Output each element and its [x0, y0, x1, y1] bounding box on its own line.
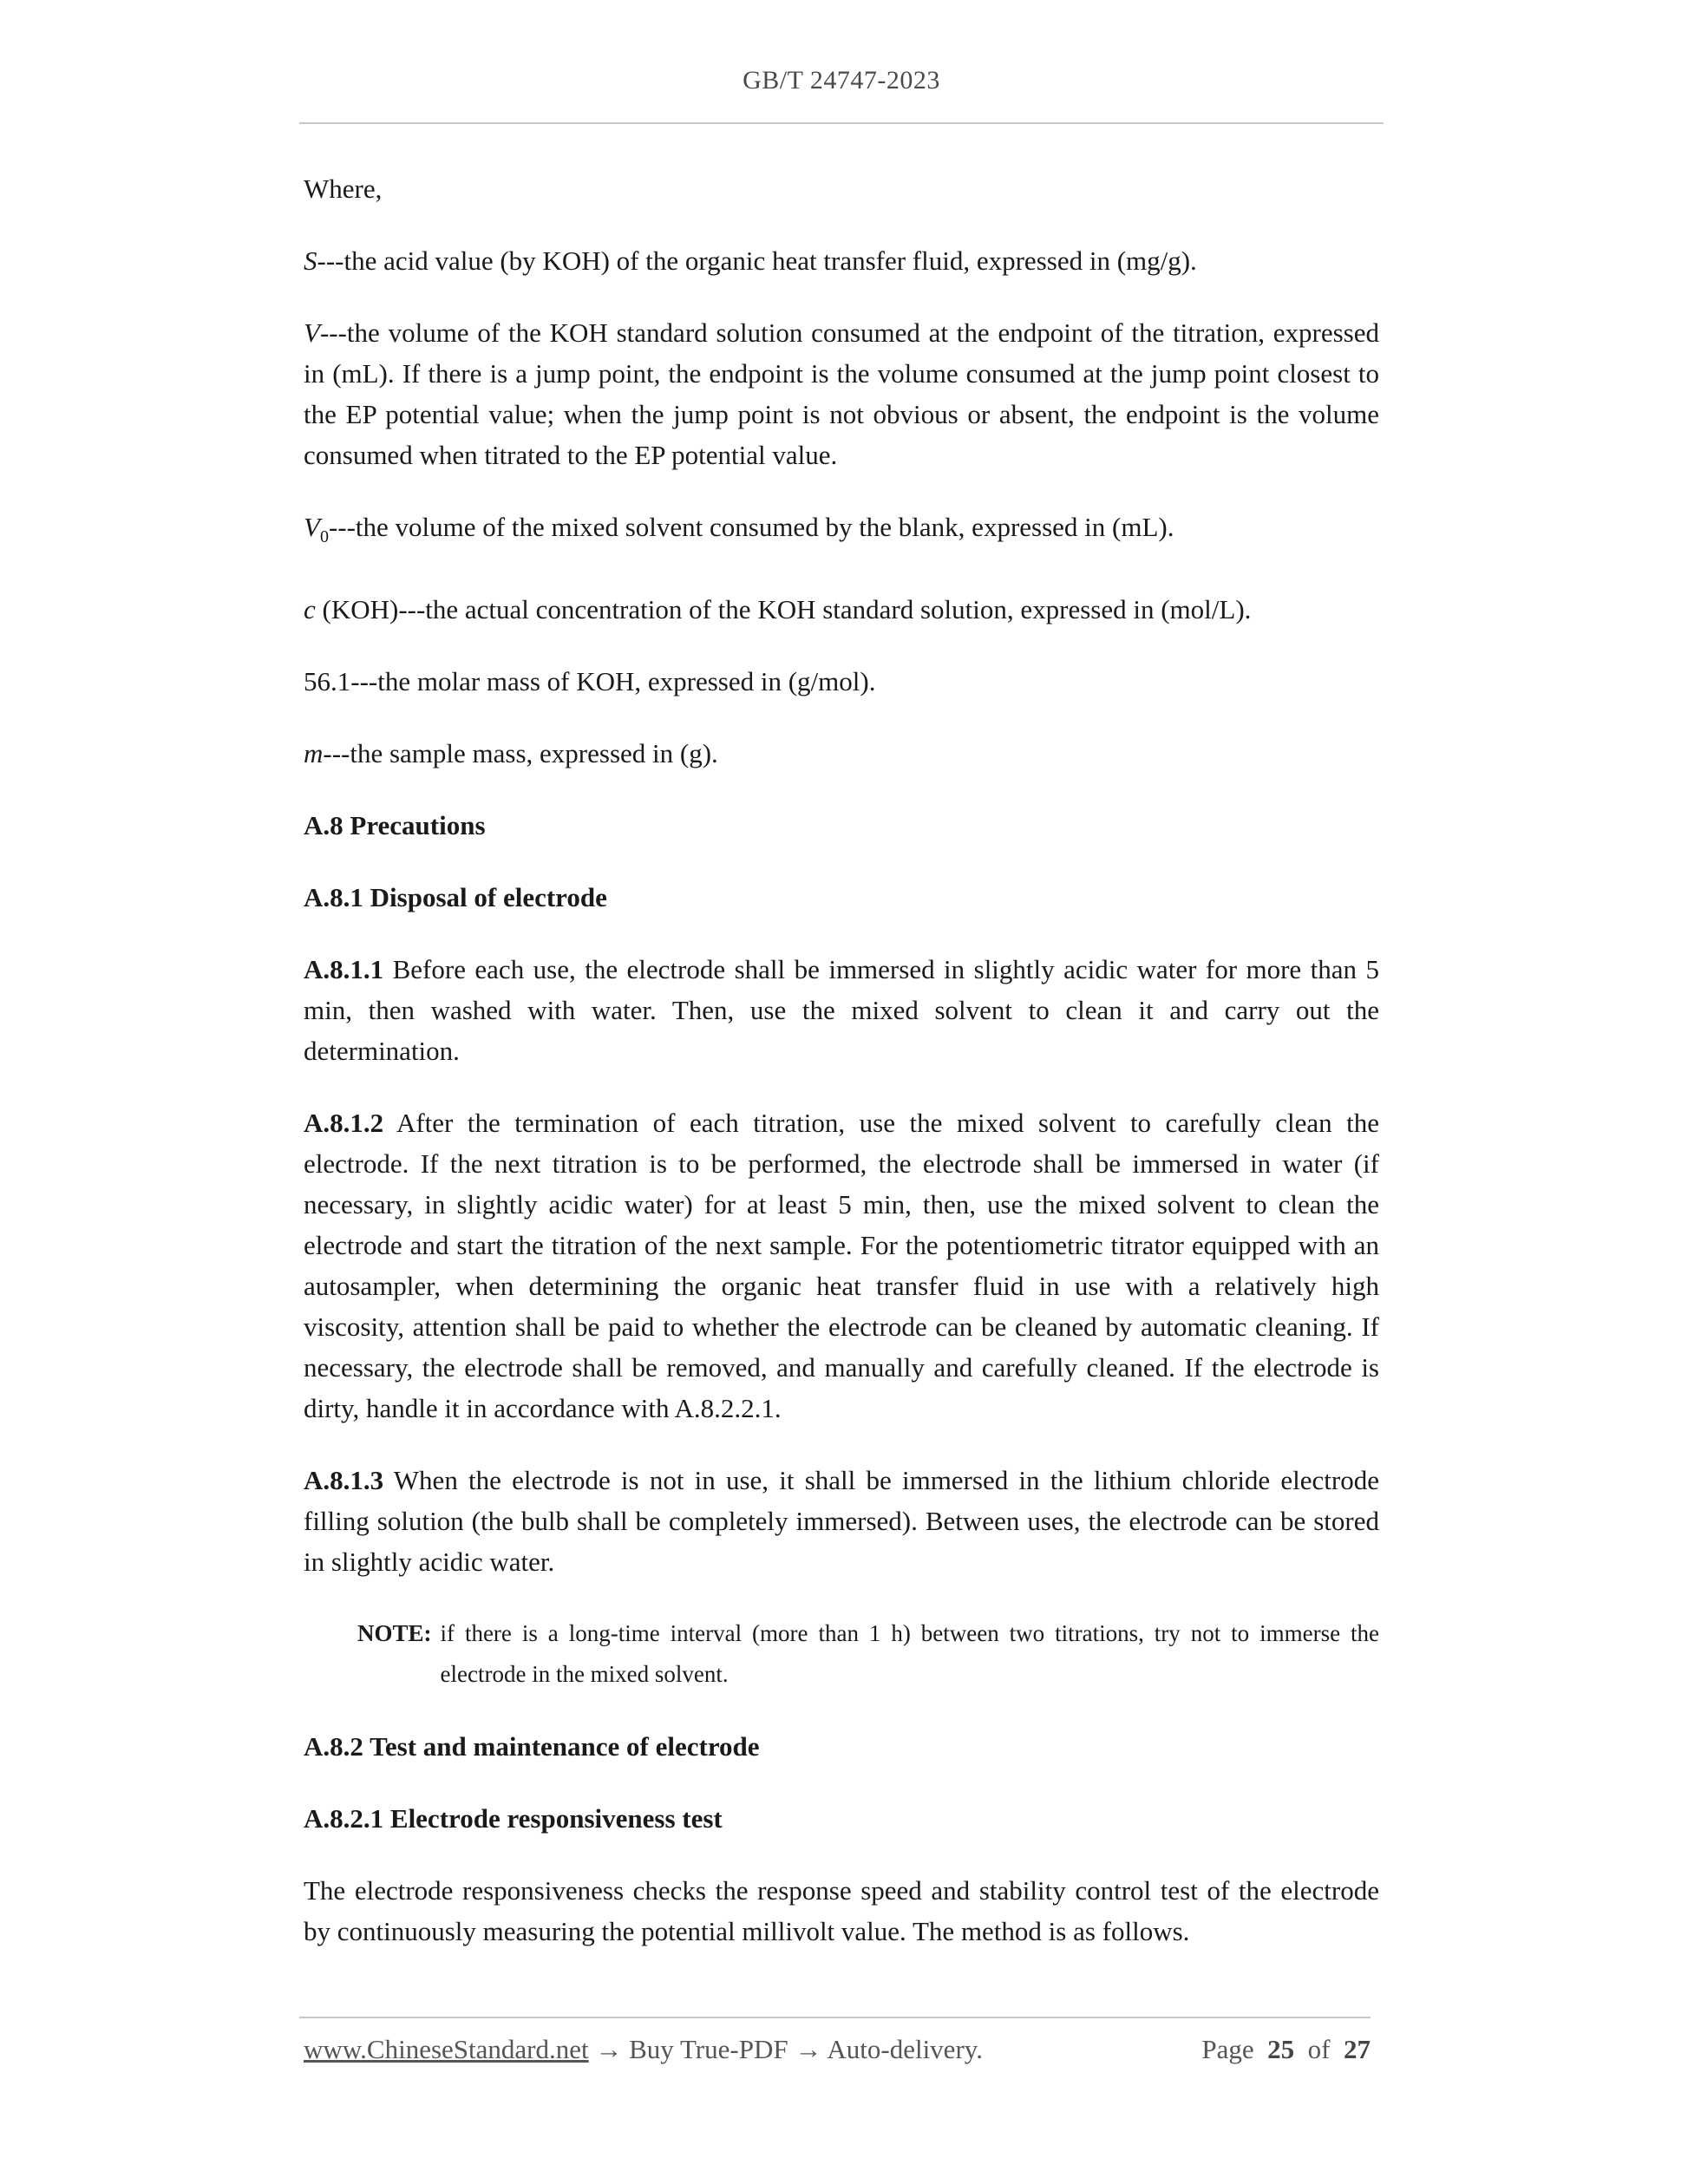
- symbol-m: m: [304, 738, 324, 769]
- page-indicator: [1201, 2034, 1371, 2065]
- definition-v0: [304, 507, 1379, 558]
- clause-a813: [304, 1460, 1379, 1582]
- of-label: of: [1307, 2034, 1331, 2064]
- website-link[interactable]: www.ChineseStandard.net: [304, 2034, 589, 2064]
- clause-a813-text: When the electrode is not in use, it shall be immersed in the lithium chloride electrode filling solution (the bulb shall be completely immersed). Between uses, the electrode can be stored in slightly acidic water.: [304, 1465, 1379, 1578]
- heading-a821: A.8.2.1 Electrode responsiveness test: [304, 1803, 723, 1834]
- symbol-v: V: [304, 317, 320, 348]
- total-pages: 27: [1344, 2034, 1371, 2064]
- clause-a812: [304, 1102, 1379, 1429]
- definition-c: [304, 589, 1379, 630]
- clause-a811-text: Before each use, the electrode shall be immersed in slightly acidic water for more than 5 min, then washed with water. Then, use the mixed solvent to clean it and carry out the determination.: [304, 954, 1379, 1067]
- clause-a812-number: A.8.1.2: [304, 1108, 384, 1139]
- note-text: if there is a long-time interval (more than 1 h) between two titrations, try not to immerse the electrode in the mixed solvent.: [440, 1620, 1379, 1688]
- clause-a821-text: The electrode responsiveness checks the response speed and stability control test of the electrode by continuously measuring the potential millivolt value. The method is as follows.: [304, 1875, 1379, 1947]
- heading-a81: A.8.1 Disposal of electrode: [304, 882, 607, 913]
- footer-tagline: → Buy True-PDF → Auto-delivery.: [588, 2034, 983, 2064]
- definition-molar-mass: 56.1---the molar mass of KOH, expressed in (g/mol).: [304, 666, 876, 697]
- symbol-v0: V: [304, 512, 320, 542]
- definition-s-text: ---the acid value (by KOH) of the organic heat transfer fluid, expressed in (mg/g).: [317, 245, 1197, 276]
- heading-a8: A.8 Precautions: [304, 810, 486, 841]
- definition-c-text: (KOH)---the actual concentration of the KOH standard solution, expressed in (mol/L).: [315, 594, 1252, 625]
- page-label: Page: [1201, 2034, 1254, 2064]
- header-divider: [299, 122, 1384, 124]
- definition-m-text: ---the sample mass, expressed in (g).: [323, 738, 718, 769]
- symbol-v0-subscript: 0: [319, 527, 329, 547]
- note: [357, 1613, 1379, 1695]
- clause-a812-text: After the termination of each titration, use the mixed solvent to carefully clean the electrode. If the next titration is to be performed, the electrode shall be immersed in water (if necessary, in slightly acidic water) for at least 5 min, then, use the mixed solvent to clean the electrode and start the titration of the next sample. For the potentiometric titrator equipped with an autosampler, when determining the organic heat transfer fluid in use with a relatively high viscosity, attention shall be paid to whether the electrode can be cleaned by automatic cleaning. If necessary, the electrode shall be removed, and manually and carefully cleaned. If the electrode is dirty, handle it in accordance with A.8.2.2.1.: [304, 1108, 1379, 1424]
- symbol-c: c: [304, 594, 316, 625]
- definition-m: [304, 733, 1379, 774]
- document-body: [304, 168, 1379, 1983]
- heading-a82: A.8.2 Test and maintenance of electrode: [304, 1731, 760, 1762]
- page-footer: [304, 2034, 1371, 2065]
- page-number: 25: [1267, 2034, 1295, 2064]
- clause-a811: [304, 949, 1379, 1071]
- page-header: GB/T 24747-2023: [743, 66, 940, 95]
- clause-a811-number: A.8.1.1: [304, 954, 384, 985]
- symbol-s: S: [304, 245, 317, 276]
- definition-v: [304, 312, 1379, 475]
- footer-promo: [304, 2034, 983, 2065]
- where-label: Where,: [304, 173, 383, 204]
- definition-s: [304, 240, 1379, 281]
- clause-a813-number: A.8.1.3: [304, 1465, 384, 1496]
- note-label: NOTE:: [357, 1620, 432, 1647]
- definition-v-text: ---the volume of the KOH standard solution consumed at the endpoint of the titration, expressed in (mL). If there is a jump point, the endpoint is the volume consumed at the jump point closest to the EP potential value; when the jump point is not obvious or absent, the endpoint is the volume consumed when titrated to the EP potential value.: [304, 317, 1379, 470]
- footer-divider: [299, 2017, 1371, 2018]
- definition-v0-text: ---the volume of the mixed solvent consumed by the blank, expressed in (mL).: [328, 512, 1174, 542]
